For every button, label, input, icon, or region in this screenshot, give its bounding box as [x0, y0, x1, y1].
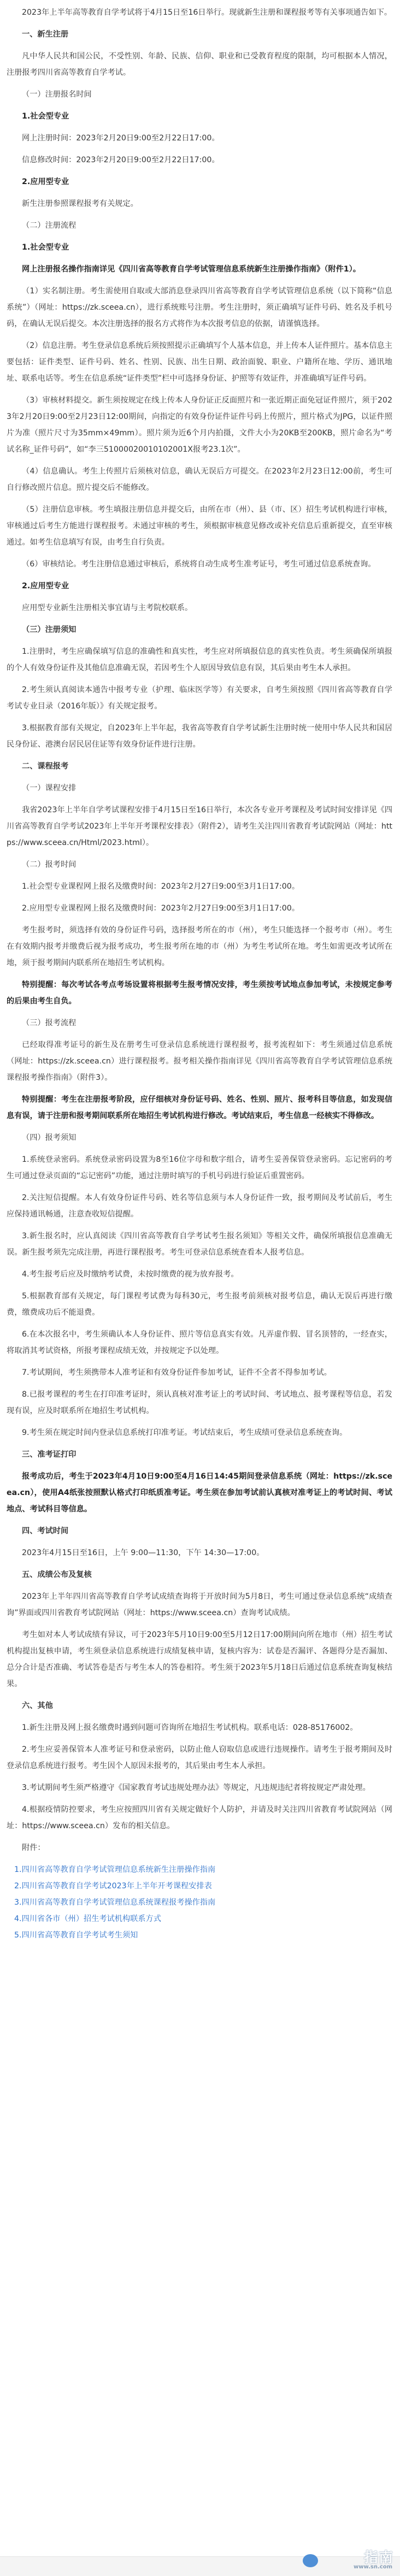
section-heading: （一）课程安排 [22, 784, 77, 793]
paragraph: 2.关注短信提醒。本人有效身份证件号码、姓名等信息须与本人身份证件一致，报考期间及考试前后，考生应保持通讯畅通，注意查收短信提醒。 [7, 1194, 392, 1219]
paragraph: （5）注册信息审核。考生填报注册信息并提交后，由所在市（州）、县（市、区）招生考试机构进行审核，审核通过后考生方能进行课程报考。未通过审核的考生，须根据审核意见修改或补充信息后重新提交，直至审核通过。如考生信息填写有误，由考生自行负责。 [7, 505, 392, 547]
paragraph [7, 108, 392, 125]
attachment-link[interactable]: 5.四川省高等教育自学考试考生须知 [14, 1931, 138, 1940]
watermark [354, 2550, 393, 2570]
bold-text: 特别提醒：每次考试各考点考场设置将根据考生报考情况安排，考生须按考试地点参加考试，未按规定参考的后果由考生自负。 [7, 980, 392, 1006]
bold-text: 网上注册报名操作指南详见《四川省高等教育自学考试管理信息系统新生注册操作指南》（附件1）。 [22, 265, 361, 274]
bold-text: 报考成功后，考生于2023年4月10日9:00至4月16日14:45期间登录信息系统（网址：https://zk.sceea.cn），使用A4纸张按照默认格式打印纸质准考证。考生须在参加考试前认真核对准考证上的考试时间、考试地点、考试科目等信息。 [7, 1472, 392, 1514]
paragraph [7, 261, 392, 277]
paragraph: 1.系统登录密码。系统登录密码设置为8至16位字母和数字组合，请考生妥善保管登录密码。忘记密码的考生可通过登录页面的“忘记密码”功能，通过注册时填写的手机号码进行验证后重置密码。 [7, 1155, 392, 1180]
paragraph: 考生报考时，须选择有效的身份证件号码，选择报考所在的市（州），考生只能选择一个报考市（州）。考生在有效期内报考并缴费后视为报考成功，考生报考所在地的市（州）为考生考试所在地。考生如需更改考试所在地，须于报考期间内联系所在地招生考试机构。 [7, 926, 392, 967]
paragraph [7, 239, 392, 256]
paragraph: （1）实名制注册。考生需使用自取或大部消息登录四川省高等教育自学考试管理信息系统（以下简称“信息系统”）（网址：https://zk.sceea.cn），进行系统账号注册。考生注册时，须正确填写证件号码、姓名及手机号码，在确认无误后提交。本次注册选择的报名方式将作为本次报考信息的依据，请谨慎选择。 [7, 287, 392, 328]
paragraph [7, 1468, 392, 1517]
paragraph: 3.根据教育部有关规定，自2023年上半年起，我省高等教育自学考试新生注册时统一使用中华人民共和国居民身份证、港澳台居民居住证等有效身份证件进行注册。 [7, 724, 392, 749]
paragraph: 凡中华人民共和国公民，不受性别、年龄、民族、信仰、职业和已受教育程度的限制，均可根据本人情况，注册报考四川省高等教育自学考试。 [7, 52, 392, 77]
bold-text: 2.应用型专业 [22, 178, 69, 186]
section-heading: 五、成绩公布及复核 [22, 1570, 92, 1579]
attachment-item [14, 1927, 392, 1943]
section-heading: （四）报考须知 [22, 1133, 77, 1142]
attachment-item [14, 1911, 392, 1927]
section-heading: （三）注册须知 [22, 625, 77, 634]
paragraph: 3.考试期间考生须严格遵守《国家教育考试违规处理办法》等规定，凡违规违纪者将按规定严肃处理。 [22, 1783, 370, 1792]
paragraph: 4.根据疫情防控要求，考生应按照四川省有关规定做好个人防护，并请及时关注四川省教育考试院网站（网址：https://www.sceea.cn）发布的相关信息。 [7, 1805, 392, 1830]
paragraph: 4.考生报考后应及时缴纳考试费，未按时缴费的视为放弃报考。 [22, 1270, 239, 1279]
paragraph: （3）审核材料提交。新生须按规定在线上传本人身份证正反面照片和一张近期正面免冠证件照片，须于2023年2月20日9:00至2月23日12:00期间，向指定的有效身份证件证件号码上传照片，照片格式为JPG，以证件照片为准（照片尺寸为35mm×49mm）。照片须为近6个月内拍摄，文件大小为20KB至200KB，照片命名为“考试名称_证件号码”，如“李三51000020010102001X报考23.1次”。 [7, 396, 392, 454]
attachment-list [7, 1862, 392, 1943]
paragraph: 3.新生报名时，应认真阅读《四川省高等教育自学考试考生报名须知》等相关文件，确保所填报信息准确无误。新生报考须先完成注册，再进行课程报考。考生可登录信息系统查看本人报考信息。 [7, 1232, 392, 1257]
paragraph: 新生注册参照课程报考有关规定。 [22, 199, 138, 208]
paragraph: 9.考生须在规定时间内登录信息系统打印准考证。考试结束后，考生成绩可登录信息系统查询。 [22, 1428, 348, 1437]
attachment-item [14, 1862, 392, 1878]
paragraph: 5.根据教育部有关规定，每门课程考试费为每科30元，考生报考前须核对报考信息，确认无误后再进行缴费，缴费成功后不能退费。 [7, 1292, 392, 1317]
section-heading: 四、考试时间 [22, 1527, 69, 1535]
attachment-link[interactable]: 2.四川省高等教育自学考试2023年上半年开考课程安排表 [14, 1882, 212, 1890]
paragraph: 2023年4月15日至16日，上午 9:00—11:30，下午 14:30—17:00。 [22, 1549, 264, 1557]
paragraph: 应用型专业新生注册相关事宜请与主考院校联系。 [22, 604, 193, 612]
bold-text: 1.社会型专业 [22, 112, 69, 121]
section-heading: 二、课程报考 [22, 762, 69, 771]
paragraph: 附件： [22, 1844, 45, 1852]
bold-text: 1.社会型专业 [22, 243, 69, 252]
paragraph: 2.应用型专业课程网上报名及缴费时间：2023年2月27日9:00至3月1日17:00。 [22, 904, 300, 913]
paragraph [7, 1091, 392, 1124]
attachment-link[interactable]: 4.四川省各市（州）招生考试机构联系方式 [14, 1915, 161, 1923]
watermark-main: 指南 [363, 2550, 393, 2566]
paragraph: 8.已报考课程的考生在打印准考证时，须认真核对准考证上的考试时间、考试地点、报考课程等信息，若发现有误，应及时联系所在地招生考试机构。 [7, 1390, 392, 1415]
paragraph: 1.社会型专业课程网上报名及缴费时间：2023年2月27日9:00至3月1日17:00。 [22, 882, 300, 891]
paragraph: 2023年上半年四川省高等教育自学考试成绩查询将于开放时间为5月8日，考生可通过登录信息系统“成绩查询”界面或四川省教育考试院网站（网址：https://www.sceea.cn）查询考试成绩。 [7, 1592, 392, 1617]
footer-bar [0, 2556, 400, 2576]
paragraph: （6）审核结论。考生注册信息通过审核后，系统将自动生成考生准考证号，考生可通过信息系统查询。 [22, 560, 376, 569]
paragraph: 6.在本次报名中，考生须确认本人身份证件、照片等信息真实有效。凡弄虚作假、冒名顶替的，一经查实，将取消其考试资格，所报考课程成绩无效，并按规定予以处理。 [7, 1330, 392, 1355]
bold-text: 特别提醒：考生在注册报考阶段，应仔细核对身份证号码、姓名、性别、照片、报考科目等信息，如发现信息有误，请于注册和报考期间联系所在地招生考试机构进行修改。考试结束后，考生信息一经核实不得修改。 [7, 1095, 392, 1120]
attachment-link[interactable]: 3.四川省高等教育自学考试管理信息系统课程报考操作指南 [14, 1898, 216, 1907]
paragraph: 已经取得准考证号的新生及在册考生可登录信息系统进行课程报考，报考流程如下：考生须通过信息系统（网址：https://zk.sceea.cn）进行课程报考。报考相关操作指南详见《四川省高等教育自学考试管理信息系统课程报考操作指南》（附件3）。 [7, 1041, 392, 1082]
paragraph: 2.考生应妥善保管本人准考证号和登录密码，以防止他人窃取信息或进行违规操作。请考生于报考期间及时登录信息系统进行报考。考生因个人原因未报考的，其后果由考生本人承担。 [7, 1745, 392, 1770]
bold-text: 2.应用型专业 [22, 582, 69, 590]
paragraph: 考生如对本人考试成绩有异议，可于2023年5月10日9:00至5月12日17:00期间向所在地市（州）招生考试机构提出复核申请，考生须登录信息系统进行成绩复核申请，复核内容为：试卷是否漏评、各题得分是否漏加、总分合计是否准确、考试答卷是否与考生本人的答卷相符。考生须于2023年5月18日后通过信息系统查询复核结果。 [7, 1630, 392, 1688]
watermark-logo-icon [303, 2554, 318, 2567]
attachment-item [14, 1878, 392, 1894]
paragraph: 1.注册时，考生应确保填写信息的准确性和真实性，考生应对所填报信息的真实性负责。考生须确保所填报的个人有效身份证件及其他信息准确无误，若因考生个人原因导致信息有误，其后果由考生本人承担。 [7, 647, 392, 672]
paragraph: （4）信息确认。考生上传照片后须核对信息，确认无误后方可提交。在2023年2月23日12:00前，考生可自行修改照片信息。照片提交后不能修改。 [7, 467, 392, 492]
paragraph: （2）信息注册。考生登录信息系统后须按照提示正确填写个人基本信息，并上传本人证件照片。基本信息主要包括：证件类型、证件号码、姓名、性别、民族、出生日期、政治面貌、职业、户籍所在地、学历、通讯地址、联系电话等。考生在信息系统“证件类型”栏中可选择身份证、护照等有效证件，并准确填写证件号码。 [7, 341, 392, 383]
section-heading: 一、新生注册 [22, 30, 69, 39]
paragraph: 我省2023年上半年自学考试课程安排于4月15日至16日举行，本次各专业开考课程及考试时间安排详见《四川省高等教育自学考试2023年上半年开考课程安排表》（附件2），请考生关注四川省教育考试院网站（网址：https://www.sceea.cn/Html/2023.html）。 [7, 806, 392, 847]
section-heading: （三）报考流程 [22, 1019, 77, 1027]
paragraph: 2.考生须认真阅读本通告中报考专业（护理、临床医学等）有关要求，自考生须按照《四川省高等教育自学考试专业目录（2016年版）》有关规定报考。 [7, 686, 392, 711]
attachment-link[interactable]: 1.四川省高等教育自学考试管理信息系统新生注册操作指南 [14, 1865, 216, 1874]
attachment-item [14, 1894, 392, 1911]
section-heading: （二）注册流程 [22, 221, 77, 230]
section-heading: （一）注册报名时间 [22, 90, 92, 99]
paragraph [7, 578, 392, 594]
paragraph: 1.新生注册及网上报名缴费时遇到问题可咨询所在地招生考试机构。联系电话：028-85176002。 [22, 1723, 358, 1732]
paragraph: 信息修改时间：2023年2月20日9:00至2月22日17:00。 [22, 156, 220, 164]
paragraph: 网上注册时间：2023年2月20日9:00至2月22日17:00。 [22, 134, 220, 143]
paragraph [7, 174, 392, 190]
section-heading: 三、准考证打印 [22, 1450, 77, 1459]
paragraph: 2023年上半年高等教育自学考试将于4月15日至16日举行。现就新生注册和课程报考等有关事项通告如下。 [22, 8, 392, 17]
watermark-sub: www.sn.com [354, 2564, 392, 2570]
paragraph [7, 977, 392, 1009]
section-heading: （二）报考时间 [22, 860, 77, 869]
paragraph: 7.考试期间，考生须携带本人准考证和有效身份证件参加考试，证件不全者不得参加考试。 [22, 1368, 332, 1377]
section-heading: 六、其他 [22, 1701, 53, 1710]
